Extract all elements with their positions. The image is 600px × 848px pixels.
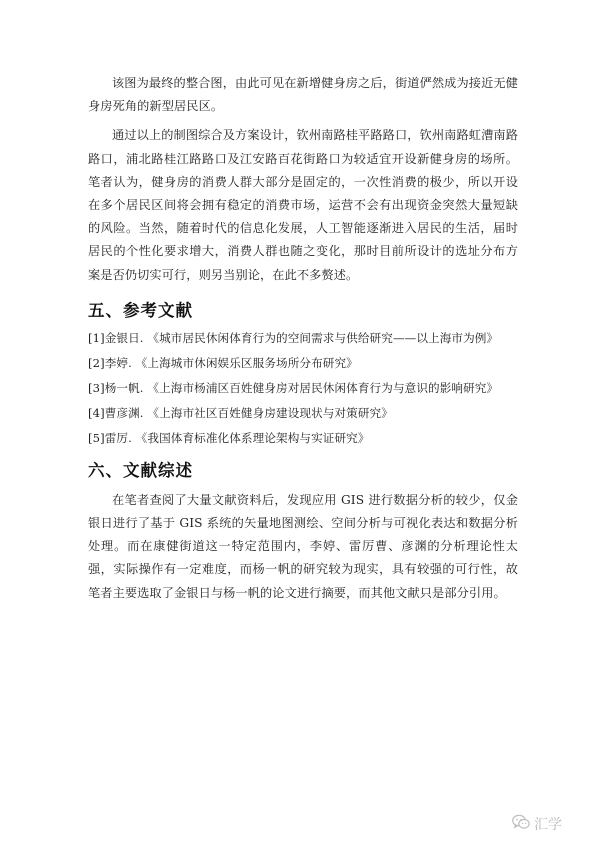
section-title-literature-review: 六、文献综述	[88, 460, 193, 480]
reference-item: [3]杨一帆. 《上海市杨浦区百姓健身房对居民休闲体育行为与意识的影响研究》	[88, 380, 499, 395]
section-title-references: 五、参考文献	[88, 300, 193, 320]
watermark	[512, 814, 562, 834]
reference-item: [5]雷厉. 《我国体育标准化体系理论架构与实证研究》	[88, 430, 370, 445]
reference-item: [1]金银日. 《城市居民休闲体育行为的空间需求与供给研究——以上海市为例》	[88, 330, 499, 345]
reference-item: [4]曹彦渊. 《上海市社区百姓健身房建设现状与对策研究》	[88, 405, 393, 420]
reference-item: [2]李婷. 《上海城市休闲娱乐区服务场所分布研究》	[88, 355, 358, 370]
watermark-text: 汇学	[534, 817, 562, 833]
paragraph-literature-review: 在笔者查阅了大量文献资料后，发现应用 GIS 进行数据分析的较少，仅金银日进行了基于 GIS 系统的矢量地图测绘、空间分析与可视化表达和数据分析处理。而在康健街道这一特定范围内，李婷、雷厉曹、彦渊的分析理论性太强，实际操作有一定难度，而杨一帆的研究较为现实，具有较强的可行性，故笔者主要选取了金银日与杨一帆的论文进行摘要，而其他文献只是部分引用。	[88, 492, 518, 600]
paragraph-analysis: 通过以上的制图综合及方案设计，钦州南路桂平路路口，钦州南路虹漕南路路口，浦北路桂江路路口及江安路百花街路口为较适宜开设新健身房的场所。笔者认为，健身房的消费人群大部分是固定的，一次性消费的极少，所以开设在多个居民区间将会拥有稳定的消费市场，运营不会有出现资金突然大量短缺的风险。当然，随着时代的信息化发展，人工智能逐渐进入居民的生活，届时居民的个性化要求增大，消费人群也随之变化，那时目前所设计的选址分布方案是否仍切实可行，则另当别论，在此不多赘述。	[88, 128, 518, 282]
wechat-icon	[512, 814, 530, 834]
paragraph-conclusion: 该图为最终的整合图，由此可见在新增健身房之后，街道俨然成为接近无健身房死角的新型居民区。	[88, 76, 518, 114]
reference-list	[88, 331, 518, 445]
document-page	[88, 60, 518, 605]
